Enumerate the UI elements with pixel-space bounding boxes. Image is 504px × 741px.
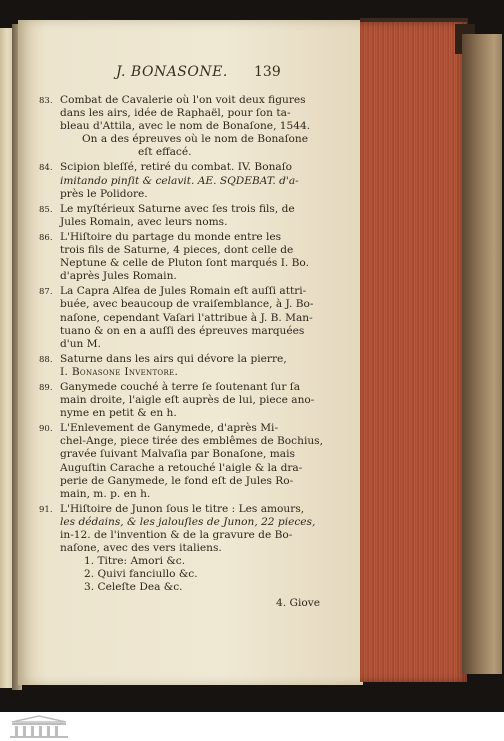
entry-number: 86. xyxy=(39,232,53,243)
text-line: I. Bonasone Inventore. xyxy=(60,365,179,378)
entry-number: 89. xyxy=(39,382,53,393)
entry-number: 84. xyxy=(39,163,53,174)
text-line: Saturne dans les airs qui dévore la pierre, xyxy=(60,352,287,365)
entry-85 xyxy=(40,203,340,229)
page-block-red-edge xyxy=(360,22,467,682)
text-line: L'Hiſtoire de Junon ſous le titre : Les amours, xyxy=(60,502,305,515)
book-cover xyxy=(462,34,502,674)
entry-84 xyxy=(40,161,340,200)
text-line: Jules Romain, avec leurs noms. xyxy=(60,215,228,228)
entry-number: 83. xyxy=(39,96,53,106)
list-item: 1. Titre: Amori &c. xyxy=(84,555,186,568)
entry-86 xyxy=(40,231,340,283)
text-line: d'après Jules Romain. xyxy=(60,270,177,283)
library-footer-bar xyxy=(0,712,504,741)
text-line: tuano & on en a auſſi des épreuves marquées xyxy=(60,324,305,337)
text-line: bleau d'Attila, avec le nom de Bonaſone, 1544. xyxy=(60,120,311,133)
entry-90 xyxy=(40,422,340,501)
text-line: On a des épreuves où le nom de Bonaſone xyxy=(82,133,308,146)
text-line: L'Hiſtoire du partage du monde entre les xyxy=(60,230,282,243)
text-line: nyme en petit & en h. xyxy=(60,407,177,420)
text-line: perie de Ganymede, le fond eſt de Jules Ro- xyxy=(60,474,294,487)
running-header xyxy=(20,64,350,86)
page-number: 139 xyxy=(254,64,281,80)
text-line: Ganymede couché à terre ſe ſoutenant ſur ſa xyxy=(60,380,301,393)
text-line: naſone, cependant Vaſari l'attribue à J. B. Man- xyxy=(60,311,313,324)
entry-83 xyxy=(40,94,340,159)
entry-number: 88. xyxy=(39,354,53,365)
entry-91 xyxy=(40,503,340,555)
text-line: eſt effacé. xyxy=(138,146,192,159)
list-item: 2. Quivi fanciullo &c. xyxy=(84,568,198,581)
text-line: dans les airs, idée de Raphaël, pour ſon ta- xyxy=(60,107,291,120)
text-line: Scipion bleſſé, retiré du combat. IV. Bonaſo xyxy=(60,161,293,174)
text-line: chel-Ange, piece tirée des emblêmes de Bochius, xyxy=(60,435,323,448)
entry-87 xyxy=(40,285,340,350)
text-line: gravée ſuivant Malvaſia par Bonaſone, mais xyxy=(60,448,295,461)
running-title: J. BONASONE. xyxy=(116,64,228,80)
text-line: main droite, l'aigle eſt auprès de lui, piece ano- xyxy=(60,394,315,407)
entry-88 xyxy=(40,353,340,379)
text-line: naſone, avec des vers italiens. xyxy=(60,542,222,555)
list-item: 3. Celeſte Dea &c. xyxy=(84,581,183,594)
page-text xyxy=(40,94,340,611)
text-line: Neptune & celle de Pluton ſont marqués I. Bo. xyxy=(60,257,309,270)
text-line: imitando pinſit & celavit. AE. SQDEBAT. d'a- xyxy=(60,174,299,187)
text-line: Combat de Cavalerie où l'on voit deux figures xyxy=(60,94,306,106)
entry-number: 87. xyxy=(39,287,53,298)
text-line: près le Polidore. xyxy=(60,187,148,200)
text-line: d'un M. xyxy=(60,337,101,350)
text-line: La Capra Alfea de Jules Romain eſt auſſi attri- xyxy=(60,285,307,298)
library-building-icon xyxy=(4,714,74,739)
entry-number: 90. xyxy=(39,424,53,435)
text-line: Auguſtin Carache a retouché l'aigle & la dra- xyxy=(60,461,303,474)
text-line: L'Enlevement de Ganymede, d'après Mi- xyxy=(60,422,279,435)
text-line: in-12. de l'invention & de la gravure de Bo- xyxy=(60,529,293,541)
text-line: les dédains, & les jalouſies de Junon, 22 pieces, xyxy=(60,515,316,528)
text-line: Le myſtérieux Saturne avec ſes trois fils, de xyxy=(60,202,295,215)
catchword: 4. Giove xyxy=(276,597,320,610)
entry-89 xyxy=(40,381,340,420)
entry-number: 85. xyxy=(39,204,53,215)
text-line: trois fils de Saturne, 4 pieces, dont celle de xyxy=(60,244,294,257)
text-line: buée, avec beaucoup de vraiſemblance, à J. Bo- xyxy=(60,298,314,311)
text-line: main, m. p. en h. xyxy=(60,487,151,500)
entry-number: 91. xyxy=(39,504,53,515)
